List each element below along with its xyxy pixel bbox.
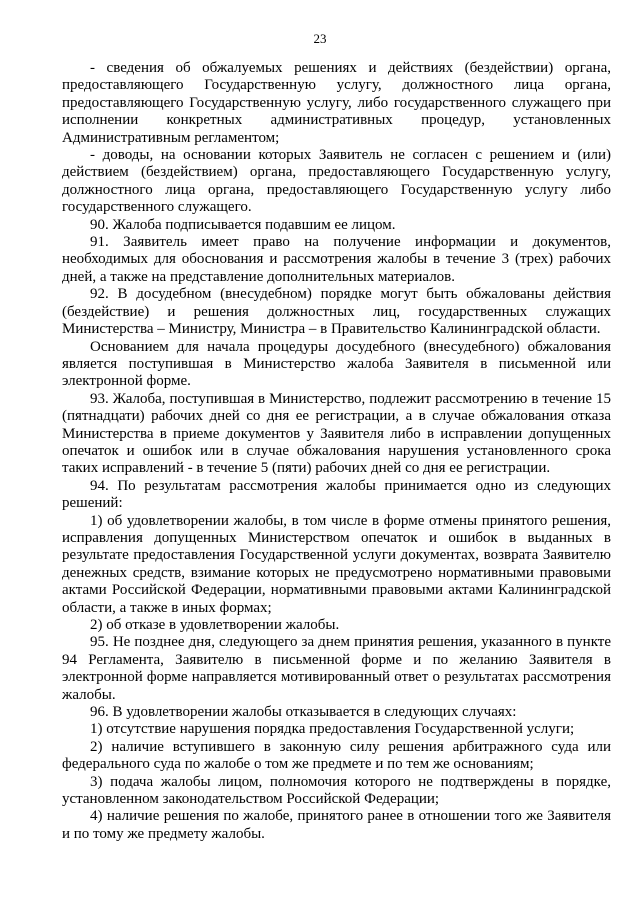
paragraph-94: 94. По результатам рассмотрения жалобы принимается одно из следующих решений:: [62, 477, 611, 512]
paragraph-92: 92. В досудебном (внесудебном) порядке могут быть обжалованы действия (бездействие) и решения должностных лиц, государственных служащих Министерства – Министру, Министра – в Правительство Калининградской области.: [62, 286, 611, 338]
paragraph-90: 90. Жалоба подписывается подавшим ее лицом.: [90, 216, 396, 233]
paragraph-96-item-3: 3) подача жалобы лицом, полномочия которого не подтверждены в порядке, установленном законодательством Российской Федерации;: [62, 773, 611, 808]
paragraph-96: 96. В удовлетворении жалобы отказывается в следующих случаях:: [90, 704, 517, 721]
paragraph-appeal-decisions-info: - сведения об обжалуемых решениях и действиях (бездействии) органа, предоставляющего Государственную услугу, должностного лица органа, предоставляющего Государственную услугу, либо государственного служащего при исполнении конкретных административных процедур, установленных Административным регламентом;: [62, 60, 611, 146]
document-body: [62, 60, 611, 843]
paragraph-94-item-2: 2) об отказе в удовлетворении жалобы.: [90, 617, 340, 633]
paragraph-grounds-for-appeal: Основанием для начала процедуры досудебного (внесудебного) обжалования является поступившая в Министерство жалоба Заявителя в письменной или электронной форме.: [62, 338, 611, 390]
paragraph-95: 95. Не позднее дня, следующего за днем принятия решения, указанного в пункте 94 Регламента, Заявителю в письменной форме и по желанию Заявителя в электронной форме направляется мотивированный ответ о результатах рассмотрения жалобы.: [62, 634, 611, 703]
page-number: 23: [313, 31, 327, 46]
paragraph-96-item-2: 2) наличие вступившего в законную силу решения арбитражного суда или федерального суда по жалобе о том же предмете и по тем же основаниям;: [62, 738, 611, 773]
paragraph-94-item-1: 1) об удовлетворении жалобы, в том числе в форме отмены принятого решения, исправления допущенных Министерством опечаток и ошибок в выданных в результате предоставления Государственной услуги документах, возврата Заявителю денежных средств, взимание которых не предусмотрено нормативными правовыми актами Российской Федерации, нормативными правовыми актами Калининградской области, а также в иных формах;: [62, 512, 611, 616]
paragraph-96-item-4: 4) наличие решения по жалобе, принятого ранее в отношении того же Заявителя и по тому же предмету жалобы.: [62, 808, 611, 842]
paragraph-91: 91. Заявитель имеет право на получение информации и документов, необходимых для обоснования и рассмотрения жалобы в течение 3 (трех) рабочих дней, а также на представление дополнительных материалов.: [62, 234, 611, 285]
paragraph-applicant-arguments: - доводы, на основании которых Заявитель не согласен с решением и (или) действием (бездействием) органа, предоставляющего Государственную услугу, должностного лица органа, предоставляющего Государственную услугу либо государственного служащего.: [62, 147, 611, 216]
paragraph-96-item-1: 1) отсутствие нарушения порядка предоставления Государственной услуги;: [90, 721, 575, 738]
paragraph-93: 93. Жалоба, поступившая в Министерство, подлежит рассмотрению в течение 15 (пятнадцати) рабочих дней со дня ее регистрации, а в случае обжалования отказа Министерства в приеме документов у Заявителя либо в исправлении допущенных опечаток и ошибок или в случае обжалования нарушения установленного срока таких исправлений - в течение 5 (пяти) рабочих дней со дня ее регистрации.: [62, 390, 611, 477]
